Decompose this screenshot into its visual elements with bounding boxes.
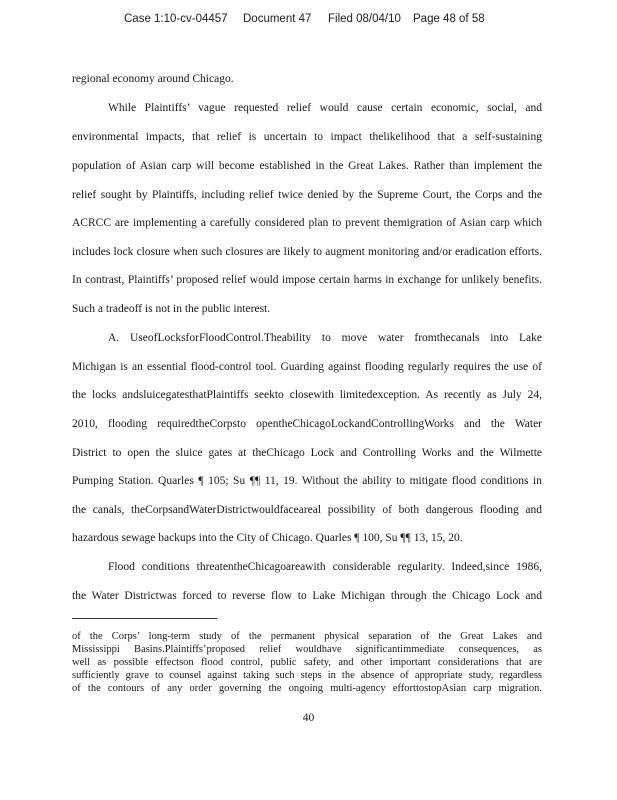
body-line: Flood conditions threatentheChicagoareawith considerable regularity. Indeed,since 1986,: [108, 561, 542, 573]
footnote-line: of the contours of any order governing the ongoing multi-agency efforttostopAsian carp migration.: [72, 683, 542, 694]
body-line: ACRCC are implementing a carefully considered plan to prevent themigration of Asian carp which: [72, 217, 542, 229]
body-line: 2010, flooding requiredtheCorpsto opentheChicagoLockandControllingWorks and the Water: [72, 418, 542, 430]
body-line: includes lock closure when such closures are likely to augment monitoring and/or eradication efforts.: [72, 246, 542, 258]
body-line: District to open the sluice gates at theChicago Lock and Controlling Works and the Wilmette: [72, 447, 542, 459]
body-line: relief sought by Plaintiffs, including relief twice denied by the Supreme Court, the Corps and the: [72, 189, 542, 201]
body-line: Michigan is an essential flood-control tool. Guarding against flooding regularly requires the use of: [72, 361, 542, 373]
page-of-total: Page 48 of 58: [413, 13, 485, 25]
body-line: Pumping Station. Quarles ¶ 105; Su ¶¶ 11, 19. Without the ability to mitigate flood conditions in: [72, 475, 542, 487]
body-line: While Plaintiffs’ vague requested relief would cause certain economic, social, and: [108, 102, 542, 114]
section-heading-line: A. UseofLocksforFloodControl.Theability to move water fromthecanals into Lake: [108, 332, 542, 344]
case-number: Case 1:10-cv-04457: [124, 13, 228, 25]
document-header: [0, 13, 617, 29]
filed-date: Filed 08/04/10: [328, 13, 401, 25]
body-line: hazardous sewage backups into the City of Chicago. Quarles ¶ 100, Su ¶¶ 13, 15, 20.: [72, 532, 463, 544]
body-line: environmental impacts, that relief is uncertain to impact thelikelihood that a self-sustaining: [72, 131, 542, 143]
footnote-line: sufficiently grave to counsel against taking such steps in the absence of appropriate study, regardless: [72, 670, 542, 681]
footnote-line: Mississippi Basins.Plaintiffs’proposed relief wouldhave significantimmediate consequences, as: [72, 644, 542, 655]
body-line: Such a tradeoff is not in the public interest.: [72, 303, 271, 315]
footnote-line: well as possible effectson flood control, public safety, and other important considerations that are: [72, 657, 542, 668]
document-number: Document 47: [243, 13, 312, 25]
body-line: regional economy around Chicago.: [72, 73, 234, 85]
page-number: 40: [302, 712, 315, 724]
body-line: the canals, theCorpsandWaterDistrictwouldfaceareal possibility of both dangerous flooding and: [72, 504, 542, 516]
body-line: the locks andsluicegatesthatPlaintiffs seekto closewith limitedexception. As recently as July 24,: [72, 389, 542, 401]
footnote-separator: [72, 618, 217, 619]
body-line: population of Asian carp will become established in the Great Lakes. Rather than implement the: [72, 160, 542, 172]
footnote-line: of the Corps’ long-term study of the permanent physical separation of the Great Lakes and: [72, 631, 542, 642]
body-line: the Water Districtwas forced to reverse flow to Lake Michigan through the Chicago Lock and: [72, 590, 542, 602]
body-line: In contrast, Plaintiffs’ proposed relief would impose certain harms in exchange for unlikely benefits.: [72, 274, 542, 286]
